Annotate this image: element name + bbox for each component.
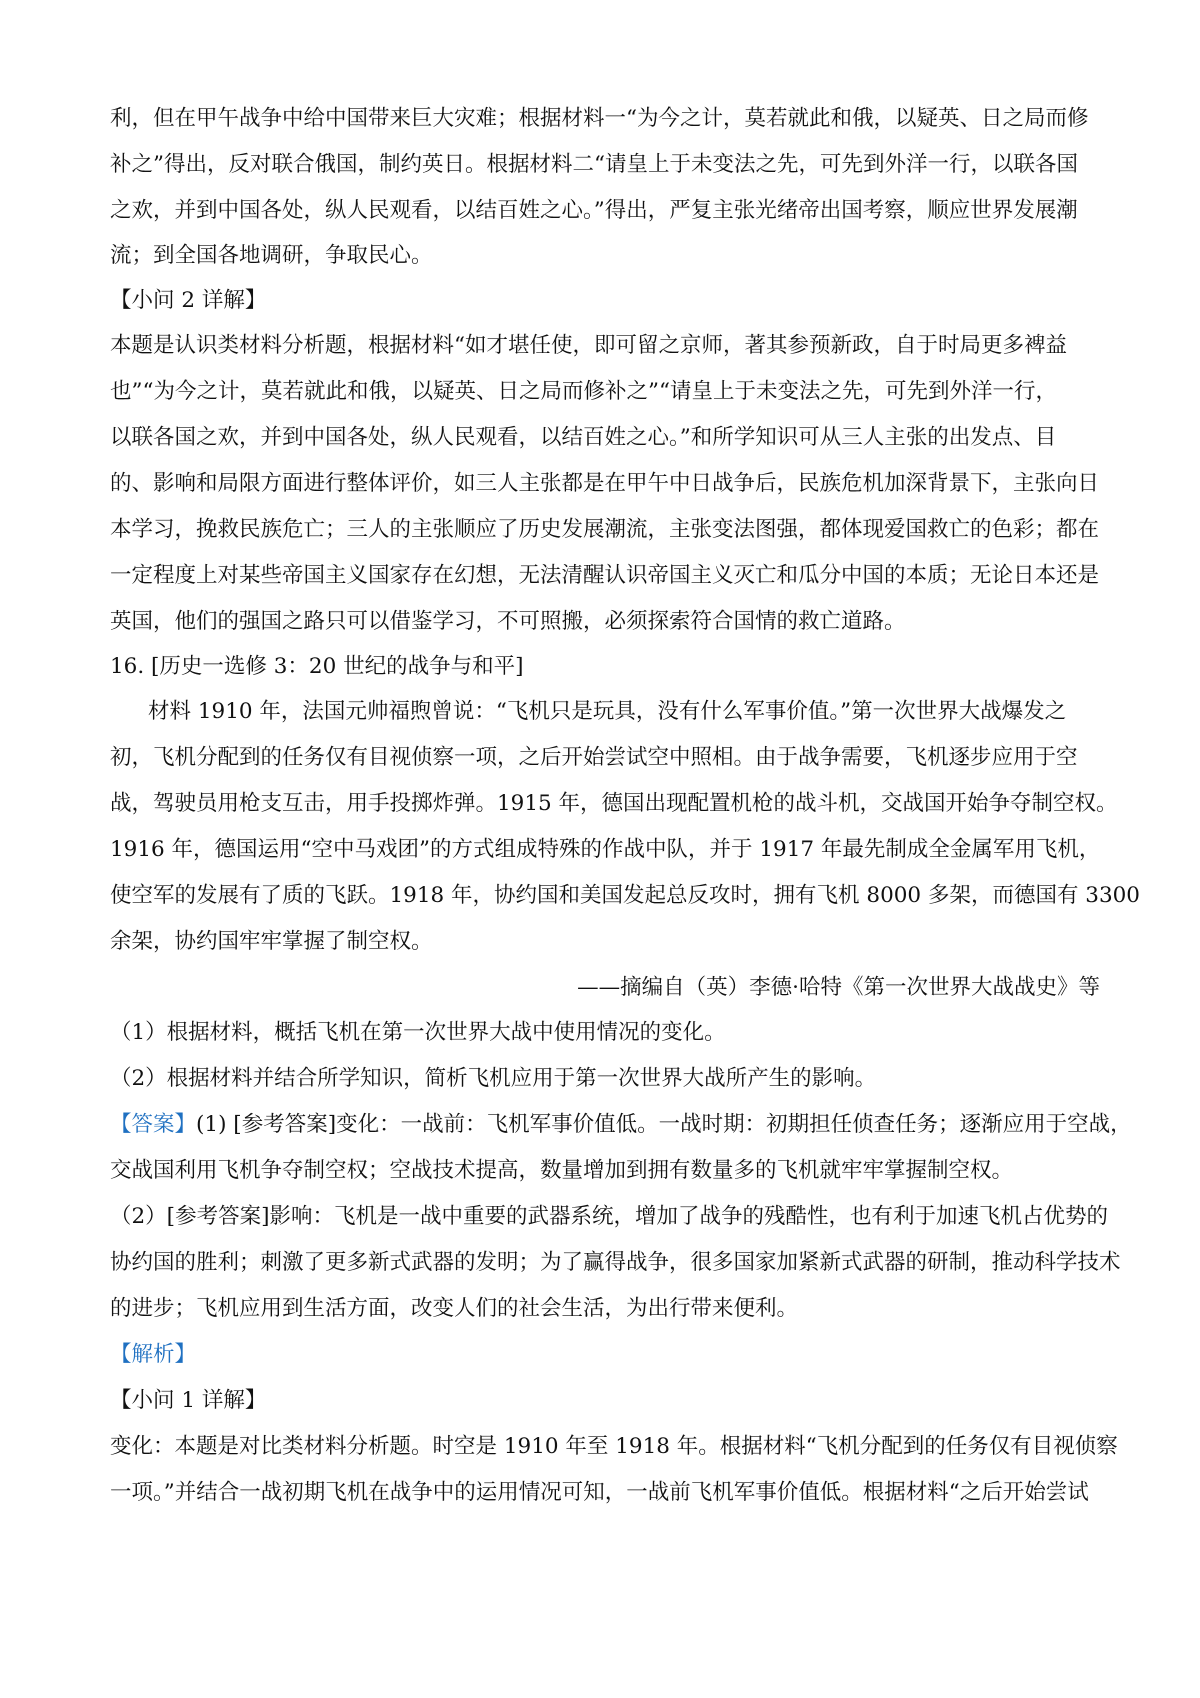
source-citation: ——摘编自（英）李德·哈特《第一次世界大战战史》等: [577, 975, 1100, 1000]
text-line: 本题是认识类材料分析题，根据材料“如才堪任使，即可留之京师，著其参预新政，自于时局更多裨益: [110, 333, 1067, 358]
text-line: 以联各国之欢，并到中国各处，纵人民观看，以结百姓之心。”和所学知识可从三人主张的出发点、目: [110, 425, 1057, 450]
question-2: （2）根据材料并结合所学知识，简析飞机应用于第一次世界大战所产生的影响。: [110, 1066, 877, 1091]
material-line: 余架，协约国牢牢掌握了制空权。: [110, 929, 433, 954]
text-line: 协约国的胜利；刺激了更多新式武器的发明；为了赢得战争，很多国家加紧新式武器的研制，推动科学技术: [110, 1250, 1121, 1275]
answer-text: (1) [参考答案]变化：一战前：飞机军事价值低。一战时期：初期担任侦查任务；逐渐应用于空战，: [196, 1112, 1132, 1137]
analysis-label: 【解析】: [110, 1342, 197, 1367]
material-line: 材料 1910 年，法国元帅福煦曾说：“飞机只是玩具，没有什么军事价值。”第一次世界大战爆发之: [148, 699, 1067, 724]
text-line: 交战国利用飞机争夺制空权；空战技术提高，数量增加到拥有数量多的飞机就牢牢掌握制空权。: [110, 1158, 1014, 1183]
question-1: （1）根据材料，概括飞机在第一次世界大战中使用情况的变化。: [110, 1020, 726, 1045]
text-line: 也”“为今之计，莫若就此和俄，以疑英、日之局而修补之”“请皇上于未变法之先，可先到外洋一行，: [110, 379, 1057, 404]
text-line: （2）[参考答案]影响：飞机是一战中重要的武器系统，增加了战争的残酷性，也有利于加速飞机占优势的: [110, 1204, 1108, 1229]
material-line: 战，驾驶员用枪支互击，用手投掷炸弹。1915 年，德国出现配置机枪的战斗机，交战国开始争夺制空权。: [110, 791, 1118, 816]
text-line: 英国，他们的强国之路只可以借鉴学习，不可照搬，必须探索符合国情的救亡道路。: [110, 609, 906, 634]
text-line: 之欢，并到中国各处，纵人民观看，以结百姓之心。”得出，严复主张光绪帝出国考察，顺应世界发展潮: [110, 198, 1078, 223]
text-line: 本学习，挽救民族危亡；三人的主张顺应了历史发展潮流，主张变法图强，都体现爱国救亡的色彩；都在: [110, 517, 1100, 542]
text-line: 的、影响和局限方面进行整体评价，如三人主张都是在甲午中日战争后，民族危机加深背景下，主张向日: [110, 471, 1100, 496]
text-line: 流；到全国各地调研，争取民心。: [110, 243, 433, 268]
material-line: 初，飞机分配到的任务仅有目视侦察一项，之后开始尝试空中照相。由于战争需要，飞机逐步应用于空: [110, 745, 1078, 770]
section-heading: 【小问 1 详解】: [110, 1388, 267, 1413]
text-line: 一项。”并结合一战初期飞机在战争中的运用情况可知，一战前飞机军事价值低。根据材料“之后开始尝试: [110, 1480, 1089, 1505]
text-line: 一定程度上对某些帝国主义国家存在幻想，无法清醒认识帝国主义灭亡和瓜分中国的本质；无论日本还是: [110, 563, 1100, 588]
answer-label: 【答案】: [110, 1112, 197, 1137]
question-title: 16. [历史一选修 3：20 世纪的战争与和平]: [110, 654, 524, 679]
material-line: 1916 年，德国运用“空中马戏团”的方式组成特殊的作战中队，并于 1917 年最先制成全金属军用飞机，: [110, 837, 1101, 862]
text-line: 的进步；飞机应用到生活方面，改变人们的社会生活，为出行带来便利。: [110, 1296, 799, 1321]
text-line: 变化：本题是对比类材料分析题。时空是 1910 年至 1918 年。根据材料“飞机分配到的任务仅有目视侦察: [110, 1434, 1118, 1459]
text-line: 补之”得出，反对联合俄国，制约英日。根据材料二“请皇上于未变法之先，可先到外洋一行，以联各国: [110, 152, 1078, 177]
section-heading: 【小问 2 详解】: [110, 288, 267, 313]
material-line: 使空军的发展有了质的飞跃。1918 年，协约国和美国发起总反攻时，拥有飞机 8000 多架，而德国有 3300: [110, 883, 1140, 908]
answer-line: [110, 1110, 1132, 1140]
text-line: 利，但在甲午战争中给中国带来巨大灾难；根据材料一“为今之计，莫若就此和俄，以疑英、日之局而修: [110, 106, 1089, 131]
